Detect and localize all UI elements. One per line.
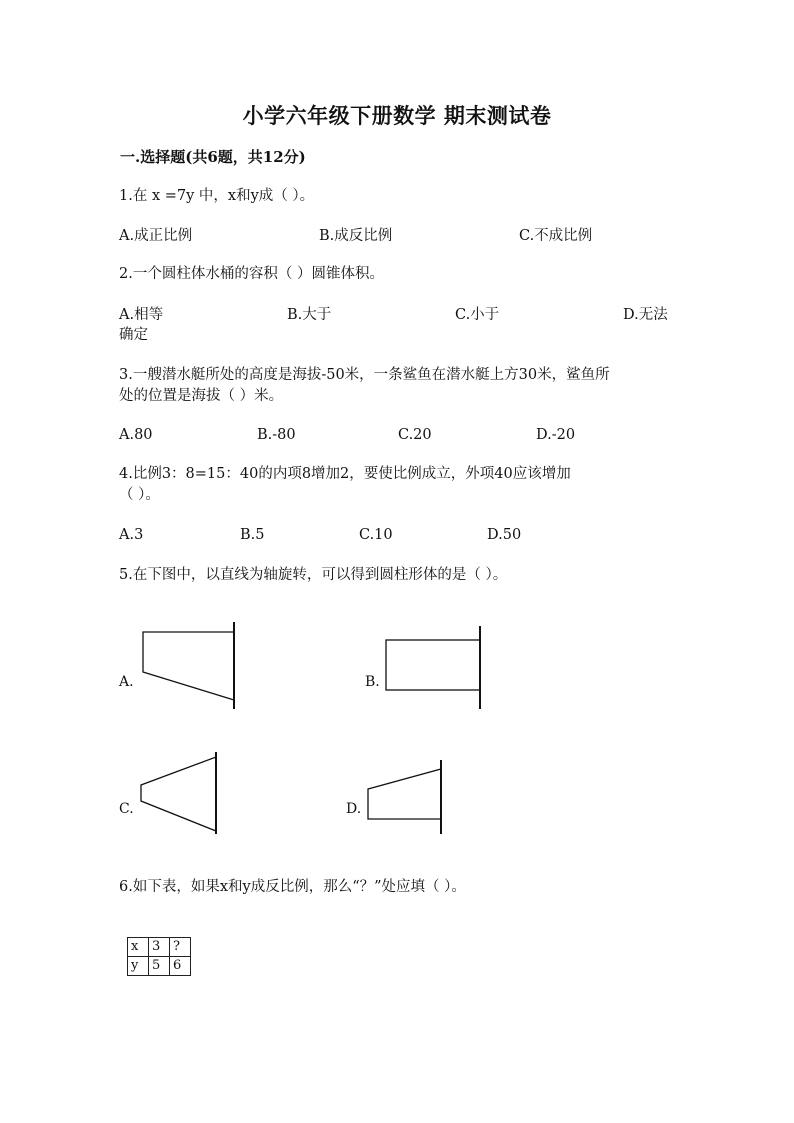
question-1: 1.在 x =7y 中，x和y成（ ）。 — [119, 188, 315, 204]
q4-option-b[interactable]: B.5 — [240, 527, 265, 543]
figure-b-rectangle — [386, 626, 480, 709]
q2-option-a[interactable]: A.相等 — [119, 307, 164, 323]
table-cell: ? — [170, 938, 191, 957]
q3-option-d[interactable]: D.-20 — [536, 427, 576, 443]
q3-option-a[interactable]: A.80 — [119, 427, 153, 443]
page-title: 小学六年级下册数学 期末测试卷 — [242, 103, 552, 128]
figure-d-label: D. — [346, 801, 362, 817]
q1-option-c[interactable]: C.不成比例 — [519, 228, 593, 244]
figure-c-label: C. — [119, 801, 134, 817]
table-cell: x — [128, 938, 149, 957]
table-cell: y — [128, 957, 149, 976]
question-6: 6.如下表，如果x和y成反比例，那么“？”处应填（ ）。 — [119, 879, 466, 895]
figure-b-label: B. — [365, 674, 380, 690]
q2-option-d-wrap: 确定 — [119, 327, 148, 343]
q3-option-b[interactable]: B.-80 — [257, 427, 296, 443]
table-cell: 5 — [149, 957, 170, 976]
q1-option-a[interactable]: A.成正比例 — [119, 228, 193, 244]
q4-option-a[interactable]: A.3 — [119, 527, 144, 543]
table-cell: 3 — [149, 938, 170, 957]
figure-a-trapezoid — [143, 622, 234, 709]
table-row — [128, 957, 191, 976]
q4-option-c[interactable]: C.10 — [359, 527, 393, 543]
question-3-line-1: 3.一艘潜水艇所处的高度是海拔-50米，一条鲨鱼在潜水艇上方30米，鲨鱼所 — [119, 367, 610, 383]
q1-option-b[interactable]: B.成反比例 — [319, 228, 393, 244]
table-row — [128, 938, 191, 957]
question-3-line-2: 处的位置是海拔（ ）米。 — [119, 388, 284, 404]
q4-option-d[interactable]: D.50 — [487, 527, 522, 543]
question-2: 2.一个圆柱体水桶的容积（ ）圆锥体积。 — [119, 266, 384, 282]
figure-a-label: A. — [119, 674, 134, 690]
q2-option-b[interactable]: B.大于 — [287, 307, 332, 323]
question-4-line-2: （ ）。 — [119, 487, 160, 503]
question-5: 5.在下图中，以直线为轴旋转，可以得到圆柱形体的是（ ）。 — [119, 567, 508, 583]
xy-table — [127, 937, 191, 976]
figure-c-trapezoid — [141, 752, 216, 834]
q3-option-c[interactable]: C.20 — [398, 427, 432, 443]
table-cell: 6 — [170, 957, 191, 976]
figure-d-trapezoid — [368, 760, 441, 834]
q2-option-c[interactable]: C.小于 — [455, 307, 500, 323]
question-4-line-1: 4.比例3：8=15：40的内项8增加2，要使比例成立，外项40应该增加 — [119, 466, 571, 482]
q2-option-d[interactable]: D.无法 — [623, 307, 668, 323]
section-heading: 一.选择题(共6题，共12分) — [120, 148, 306, 166]
